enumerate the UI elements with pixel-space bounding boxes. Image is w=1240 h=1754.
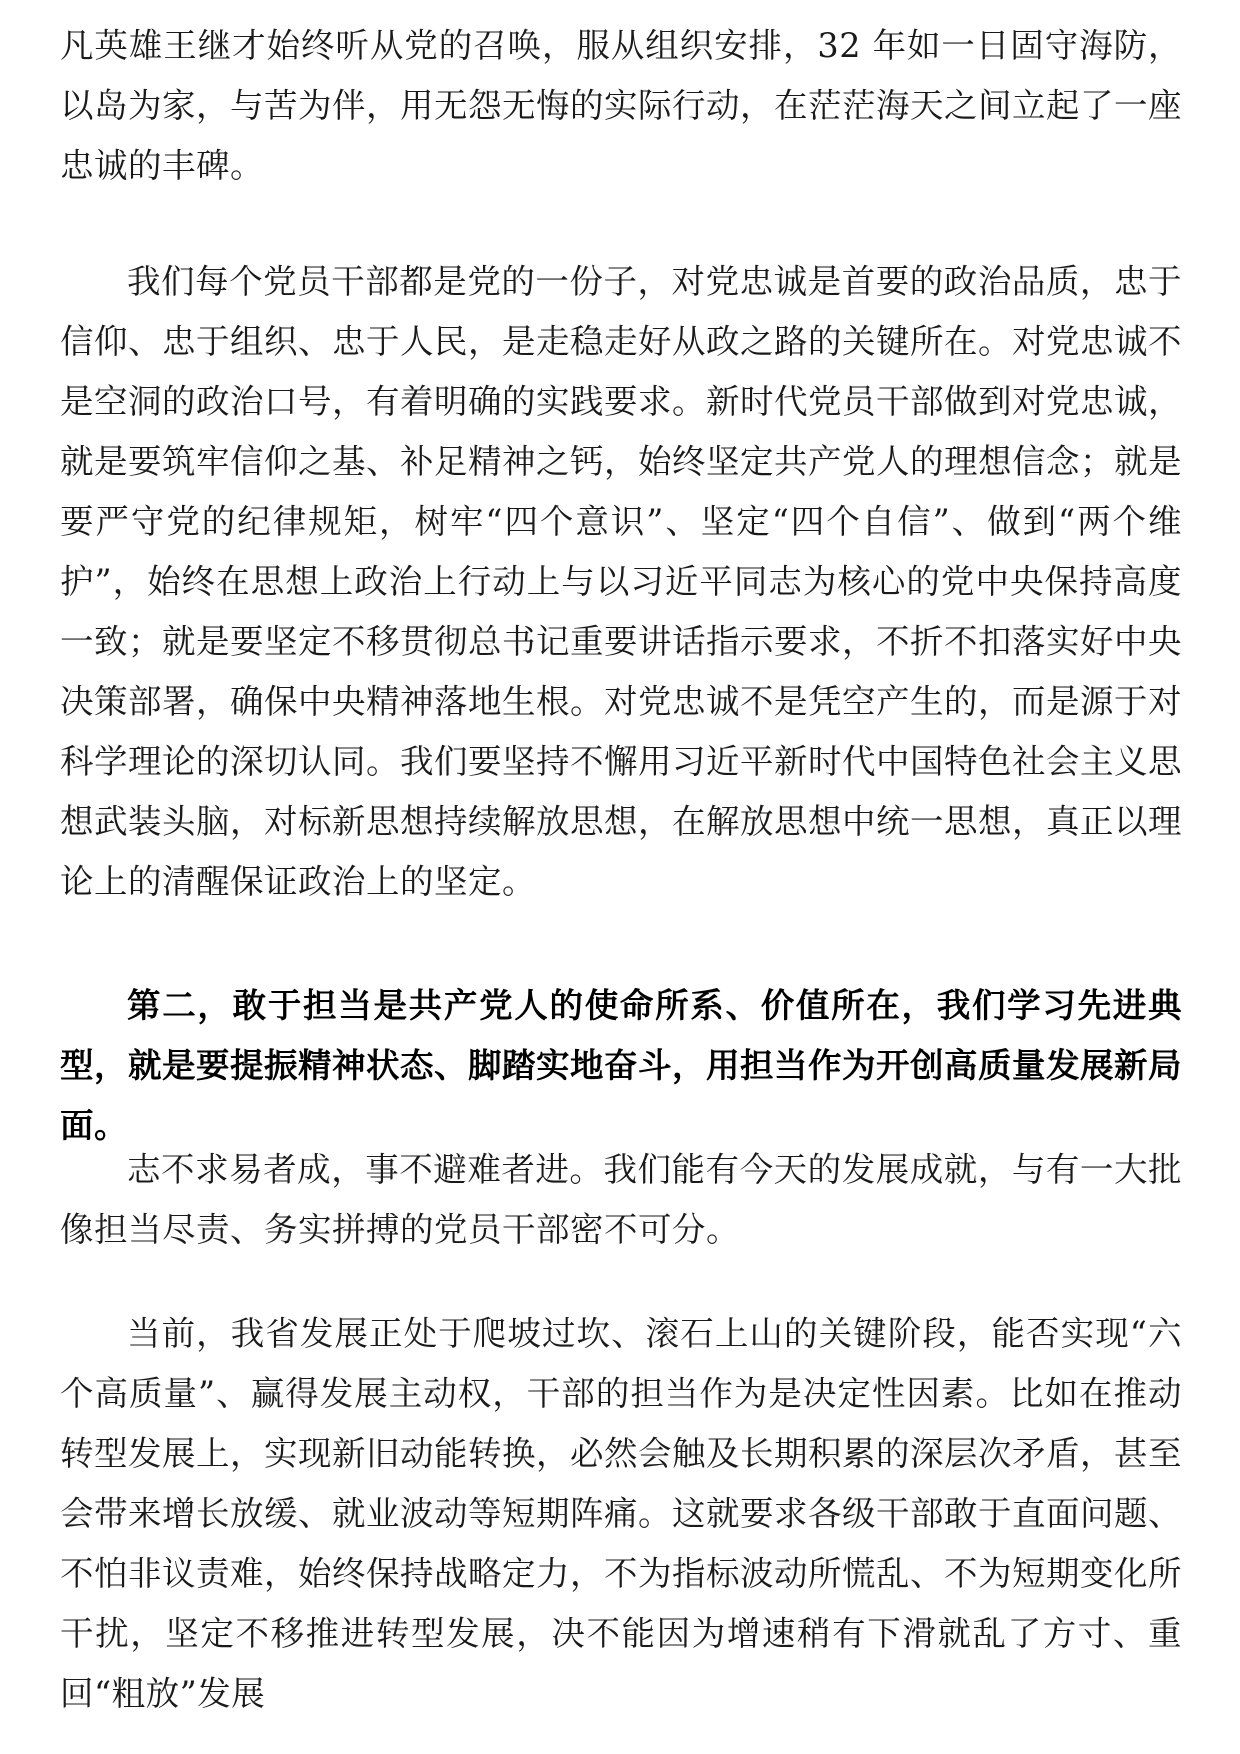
section-heading-second: 第二，敢于担当是共产党人的使命所系、价值所在，我们学习先进典型，就是要提振精神状态、脚踏实地奋斗，用担当作为开创高质量发展新局面。 [60, 986, 1182, 1145]
paragraph-current-stage: 当前，我省发展正处于爬坡过坎、滚石上山的关键阶段，能否实现“六个高质量”、赢得发展主动权，干部的担当作为是决定性因素。比如在推动转型发展上，实现新旧动能转换，必然会触及长期积累的深层次矛盾，甚至会带来增长放缓、就业波动等短期阵痛。这就要求各级干部敢于直面问题、不怕非议责难，始终保持战略定力，不为指标波动所慌乱、不为短期变化所干扰，坚定不移推进转型发展，决不能因为增速稍有下滑就乱了方寸、重回“粗放”发展 [60, 1314, 1182, 1713]
paragraph-responsibility: 志不求易者成，事不避难者进。我们能有今天的发展成就，与有一大批像担当尽责、务实拼搏的党员干部密不可分。 [60, 1150, 1182, 1249]
paragraph-loyalty: 我们每个党员干部都是党的一份子，对党忠诚是首要的政治品质，忠于信仰、忠于组织、忠于人民，是走稳走好从政之路的关键所在。对党忠诚不是空洞的政治口号，有着明确的实践要求。新时代党员干部做到对党忠诚，就是要筑牢信仰之基、补足精神之钙，始终坚定共产党人的理想信念；就是要严守党的纪律规矩，树牢“四个意识”、坚定“四个自信”、做到“两个维护”，始终在思想上政治上行动上与以习近平同志为核心的党中央保持高度一致；就是要坚定不移贯彻总书记重要讲话指示要求，不折不扣落实好中央决策部署，确保中央精神落地生根。对党忠诚不是凭空产生的，而是源于对科学理论的深切认同。我们要坚持不懈用习近平新时代中国特色社会主义思想武装头脑，对标新思想持续解放思想，在解放思想中统一思想，真正以理论上的清醒保证政治上的坚定。 [60, 262, 1182, 901]
paragraph-continuation: 凡英雄王继才始终听从党的召唤，服从组织安排，32 年如一日固守海防，以岛为家，与苦为伴，用无怨无悔的实际行动，在茫茫海天之间立起了一座忠诚的丰碑。 [60, 26, 1182, 185]
